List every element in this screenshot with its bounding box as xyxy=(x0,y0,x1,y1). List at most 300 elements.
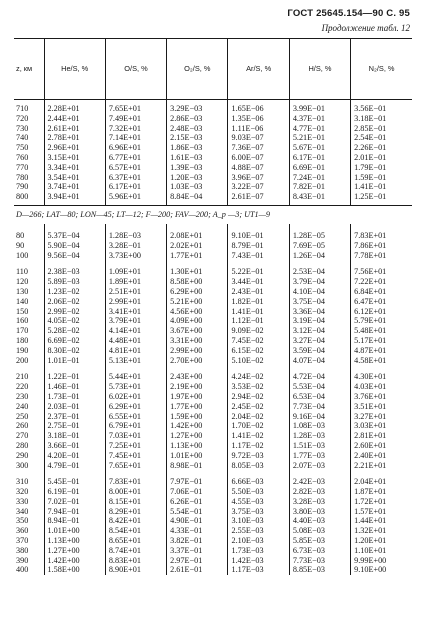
value-cell: 1.09E+01 xyxy=(105,260,166,277)
value-cell: 2.28E+01 xyxy=(44,100,105,114)
table-row xyxy=(14,173,412,183)
value-cell: 2.40E+01 xyxy=(351,451,412,461)
value-cell: 1.59E+00 xyxy=(167,412,228,422)
value-cell: 6.29E+00 xyxy=(167,287,228,297)
value-cell: 1.59E−01 xyxy=(351,173,412,183)
value-cell: 6.17E−01 xyxy=(289,153,350,163)
altitude-cell: 190 xyxy=(16,345,29,355)
value-cell: 1.28E−05 xyxy=(289,224,350,241)
value-cell: 2.99E+01 xyxy=(105,297,166,307)
value-cell: 8.65E+01 xyxy=(105,536,166,546)
value-cell: 2.86E−03 xyxy=(167,114,228,124)
value-cell: 3.44E−01 xyxy=(228,277,289,287)
value-cell: 2.54E−01 xyxy=(351,133,412,143)
value-cell: 3.28E−01 xyxy=(105,241,166,251)
value-cell: 1.27E+00 xyxy=(44,546,105,556)
table-row xyxy=(14,421,412,431)
value-cell: 7.32E+01 xyxy=(105,124,166,134)
value-cell: 6.19E−01 xyxy=(44,487,105,497)
value-cell: 1.77E+01 xyxy=(167,251,228,261)
altitude-cell: 780 xyxy=(16,172,29,182)
value-cell: 3.22E−07 xyxy=(228,182,289,192)
value-cell: 3.74E+01 xyxy=(44,182,105,192)
value-cell: 3.36E−04 xyxy=(289,307,350,317)
value-cell: 2.55E−03 xyxy=(228,526,289,536)
value-cell: 6.84E+01 xyxy=(351,287,412,297)
column-header: O₂/S, % xyxy=(167,39,228,100)
value-cell: 5.37E−04 xyxy=(44,224,105,241)
value-cell: 1.28E−03 xyxy=(105,224,166,241)
value-cell: 6.66E−03 xyxy=(228,470,289,487)
table-row xyxy=(14,556,412,566)
value-cell: 8.83E+01 xyxy=(105,556,166,566)
value-cell: 2.26E−01 xyxy=(351,143,412,153)
value-cell: 1.73E−01 xyxy=(44,392,105,402)
value-cell: 8.79E−01 xyxy=(228,241,289,251)
atmosphere-composition-table xyxy=(14,38,412,575)
value-cell: 1.58E+00 xyxy=(44,565,105,575)
table-row xyxy=(14,365,412,382)
value-cell: 1.01E+00 xyxy=(44,526,105,536)
value-cell: 4.37E−01 xyxy=(289,114,350,124)
value-cell: 7.65E+01 xyxy=(105,461,166,471)
value-cell: 1.27E+00 xyxy=(167,431,228,441)
table-row xyxy=(14,163,412,173)
value-cell: 1.13E+00 xyxy=(44,536,105,546)
value-cell: 2.94E−02 xyxy=(228,392,289,402)
value-cell: 5.17E+01 xyxy=(351,336,412,346)
value-cell: 7.83E+01 xyxy=(105,470,166,487)
value-cell: 4.55E−03 xyxy=(228,497,289,507)
value-cell: 2.97E−01 xyxy=(167,556,228,566)
altitude-cell: 350 xyxy=(16,516,29,526)
value-cell: 8.05E−03 xyxy=(228,461,289,471)
value-cell: 5.96E+01 xyxy=(105,192,166,205)
value-cell: 7.06E−01 xyxy=(167,487,228,497)
altitude-cell: 110 xyxy=(16,267,28,277)
value-cell: 3.67E+00 xyxy=(167,326,228,336)
value-cell: 1.01E−01 xyxy=(44,356,105,366)
value-cell: 1.11E−06 xyxy=(228,124,289,134)
value-cell: 7.36E−07 xyxy=(228,143,289,153)
value-cell: 2.85E−01 xyxy=(351,124,412,134)
value-cell: 9.10E−01 xyxy=(228,224,289,241)
value-cell: 3.79E+01 xyxy=(105,316,166,326)
value-cell: 2.51E+01 xyxy=(105,287,166,297)
value-cell: 8.84E−04 xyxy=(167,192,228,205)
value-cell: 1.73E−03 xyxy=(228,546,289,556)
value-cell: 4.14E+01 xyxy=(105,326,166,336)
value-cell: 1.03E−03 xyxy=(167,182,228,192)
value-cell: 7.94E−01 xyxy=(44,507,105,517)
table-row xyxy=(14,307,412,317)
value-cell: 7.73E−03 xyxy=(289,556,350,566)
value-cell: 3.41E+01 xyxy=(105,307,166,317)
value-cell: 8.43E−01 xyxy=(289,192,350,205)
value-cell: 7.69E−05 xyxy=(289,241,350,251)
value-cell: 7.24E−01 xyxy=(289,173,350,183)
altitude-cell: 150 xyxy=(16,306,29,316)
value-cell: 2.48E−03 xyxy=(167,124,228,134)
value-cell: 6.53E−04 xyxy=(289,392,350,402)
value-cell: 1.89E+01 xyxy=(105,277,166,287)
table-row xyxy=(14,277,412,287)
value-cell: 9.16E−04 xyxy=(289,412,350,422)
value-cell: 6.12E+01 xyxy=(351,307,412,317)
altitude-cell: 280 xyxy=(16,440,29,450)
table-header-row xyxy=(14,39,412,100)
value-cell: 1.77E+00 xyxy=(167,402,228,412)
value-cell: 7.43E−01 xyxy=(228,251,289,261)
value-cell: 1.86E−03 xyxy=(167,143,228,153)
value-cell: 1.39E−03 xyxy=(167,163,228,173)
value-cell: 5.45E−01 xyxy=(44,470,105,487)
value-cell: 5.44E+01 xyxy=(105,365,166,382)
value-cell: 1.13E+00 xyxy=(167,441,228,451)
value-cell: 5.79E+01 xyxy=(351,316,412,326)
value-cell: 1.87E+01 xyxy=(351,487,412,497)
value-cell: 2.19E+00 xyxy=(167,382,228,392)
value-cell: 9.10E+00 xyxy=(351,565,412,575)
value-cell: 3.75E−04 xyxy=(289,297,350,307)
value-cell: 6.73E−03 xyxy=(289,546,350,556)
table-row xyxy=(14,497,412,507)
value-cell: 8.74E+01 xyxy=(105,546,166,556)
value-cell: 3.31E+00 xyxy=(167,336,228,346)
value-cell: 5.50E−03 xyxy=(228,487,289,497)
value-cell: 9.03E−07 xyxy=(228,133,289,143)
value-cell: 2.37E−01 xyxy=(44,412,105,422)
table-row xyxy=(14,224,412,241)
value-cell: 3.80E−03 xyxy=(289,507,350,517)
table-row xyxy=(14,356,412,366)
table-continuation-label: Продолжение табл. 12 xyxy=(321,23,410,33)
value-cell: 7.73E−04 xyxy=(289,402,350,412)
value-cell: 1.12E−01 xyxy=(228,316,289,326)
value-cell: 3.03E+01 xyxy=(351,421,412,431)
table-row xyxy=(14,133,412,143)
value-cell: 4.09E+00 xyxy=(167,316,228,326)
value-cell: 3.27E+01 xyxy=(351,412,412,422)
altitude-cell: 330 xyxy=(16,496,29,506)
value-cell: 2.04E+01 xyxy=(351,470,412,487)
value-cell: 3.82E−01 xyxy=(167,536,228,546)
value-cell: 5.54E−01 xyxy=(167,507,228,517)
value-cell: 2.96E+01 xyxy=(44,143,105,153)
value-cell: 3.19E−04 xyxy=(289,316,350,326)
table-row xyxy=(14,526,412,536)
value-cell: 4.07E−04 xyxy=(289,356,350,366)
value-cell: 4.40E−03 xyxy=(289,516,350,526)
table-row xyxy=(14,297,412,307)
table-row xyxy=(14,470,412,487)
table-row xyxy=(14,487,412,497)
value-cell: 3.94E+01 xyxy=(44,192,105,205)
value-cell: 3.79E−04 xyxy=(289,277,350,287)
value-cell: 2.60E+01 xyxy=(351,441,412,451)
value-cell: 2.75E−01 xyxy=(44,421,105,431)
altitude-cell: 180 xyxy=(16,335,29,345)
value-cell: 6.69E−02 xyxy=(44,336,105,346)
value-cell: 2.61E−07 xyxy=(228,192,289,205)
value-cell: 2.21E+01 xyxy=(351,461,412,471)
value-cell: 3.27E−04 xyxy=(289,336,350,346)
value-cell: 8.98E−01 xyxy=(167,461,228,471)
parameter-label: D—266; LAT—80; LON—45; LT—12; F—200; FAV—200; A_p —3; UT1—9 xyxy=(16,210,271,220)
value-cell: 2.45E−02 xyxy=(228,402,289,412)
value-cell: 6.15E−02 xyxy=(228,346,289,356)
value-cell: 6.55E+01 xyxy=(105,412,166,422)
value-cell: 2.01E−01 xyxy=(351,153,412,163)
value-cell: 7.86E+01 xyxy=(351,241,412,251)
table-row xyxy=(14,143,412,153)
value-cell: 5.53E−04 xyxy=(289,382,350,392)
value-cell: 2.61E+01 xyxy=(44,124,105,134)
table-row xyxy=(14,182,412,192)
value-cell: 7.14E+01 xyxy=(105,133,166,143)
table-row xyxy=(14,336,412,346)
value-cell: 8.90E+01 xyxy=(105,565,166,575)
value-cell: 8.30E−02 xyxy=(44,346,105,356)
value-cell: 4.05E−02 xyxy=(44,316,105,326)
table-row xyxy=(14,507,412,517)
altitude-cell: 130 xyxy=(16,286,29,296)
value-cell: 7.49E+01 xyxy=(105,114,166,124)
column-header: N₂/S, % xyxy=(351,39,412,100)
value-cell: 2.53E−04 xyxy=(289,260,350,277)
altitude-cell: 230 xyxy=(16,391,29,401)
value-cell: 6.47E+01 xyxy=(351,297,412,307)
altitude-cell: 320 xyxy=(16,487,29,497)
value-cell: 5.21E+00 xyxy=(167,297,228,307)
value-cell: 3.54E+01 xyxy=(44,173,105,183)
value-cell: 5.10E−02 xyxy=(228,356,289,366)
altitude-cell: 770 xyxy=(16,162,29,172)
altitude-cell: 240 xyxy=(16,401,29,411)
value-cell: 5.89E−03 xyxy=(44,277,105,287)
value-cell: 2.42E−03 xyxy=(289,470,350,487)
value-cell: 2.43E−01 xyxy=(228,287,289,297)
value-cell: 3.66E−01 xyxy=(44,441,105,451)
value-cell: 2.08E+01 xyxy=(167,224,228,241)
value-cell: 2.02E+01 xyxy=(167,241,228,251)
value-cell: 1.82E−01 xyxy=(228,297,289,307)
altitude-cell: 790 xyxy=(16,182,29,192)
altitude-cell: 80 xyxy=(16,230,25,240)
value-cell: 3.37E−01 xyxy=(167,546,228,556)
table-row xyxy=(14,565,412,575)
value-cell: 8.94E−01 xyxy=(44,516,105,526)
value-cell: 3.29E−03 xyxy=(167,100,228,114)
value-cell: 1.51E−03 xyxy=(289,441,350,451)
altitude-cell: 360 xyxy=(16,526,29,536)
value-cell: 2.99E+00 xyxy=(167,346,228,356)
value-cell: 5.21E−01 xyxy=(289,133,350,143)
value-cell: 7.56E+01 xyxy=(351,260,412,277)
value-cell: 9.72E−03 xyxy=(228,451,289,461)
table-row xyxy=(14,124,412,134)
altitude-cell: 310 xyxy=(16,477,29,487)
value-cell: 5.85E−03 xyxy=(289,536,350,546)
value-cell: 1.42E+00 xyxy=(167,421,228,431)
value-cell: 4.10E−04 xyxy=(289,287,350,297)
value-cell: 1.28E−03 xyxy=(289,431,350,441)
value-cell: 3.75E−03 xyxy=(228,507,289,517)
altitude-cell: 390 xyxy=(16,555,29,565)
value-cell: 7.65E+01 xyxy=(105,100,166,114)
value-cell: 1.46E−01 xyxy=(44,382,105,392)
value-cell: 2.06E−02 xyxy=(44,297,105,307)
value-cell: 7.83E+01 xyxy=(351,224,412,241)
table-row xyxy=(14,412,412,422)
value-cell: 4.87E+01 xyxy=(351,346,412,356)
value-cell: 4.88E−07 xyxy=(228,163,289,173)
altitude-cell: 380 xyxy=(16,545,29,555)
value-cell: 2.44E+01 xyxy=(44,114,105,124)
value-cell: 6.96E+01 xyxy=(105,143,166,153)
value-cell: 4.03E+01 xyxy=(351,382,412,392)
value-cell: 6.77E+01 xyxy=(105,153,166,163)
column-header: O/S, % xyxy=(105,39,166,100)
value-cell: 7.25E+01 xyxy=(105,441,166,451)
value-cell: 1.72E+01 xyxy=(351,497,412,507)
altitude-cell: 260 xyxy=(16,421,29,431)
value-cell: 7.82E−01 xyxy=(289,182,350,192)
value-cell: 5.13E+01 xyxy=(105,356,166,366)
value-cell: 3.56E−01 xyxy=(351,100,412,114)
value-cell: 3.76E+01 xyxy=(351,392,412,402)
value-cell: 3.59E−04 xyxy=(289,346,350,356)
altitude-cell: 120 xyxy=(16,277,29,287)
value-cell: 4.72E−04 xyxy=(289,365,350,382)
altitude-cell: 800 xyxy=(14,192,44,205)
table-row xyxy=(14,402,412,412)
column-header: He/S, % xyxy=(44,39,105,100)
value-cell: 7.03E+01 xyxy=(105,431,166,441)
value-cell: 7.02E−01 xyxy=(44,497,105,507)
value-cell: 1.61E−03 xyxy=(167,153,228,163)
value-cell: 2.38E−03 xyxy=(44,260,105,277)
value-cell: 2.61E−01 xyxy=(167,565,228,575)
value-cell: 6.57E+01 xyxy=(105,163,166,173)
value-cell: 4.48E+01 xyxy=(105,336,166,346)
value-cell: 3.53E−02 xyxy=(228,382,289,392)
value-cell: 8.42E+01 xyxy=(105,516,166,526)
value-cell: 4.81E+01 xyxy=(105,346,166,356)
value-cell: 4.24E−02 xyxy=(228,365,289,382)
value-cell: 2.81E+01 xyxy=(351,431,412,441)
value-cell: 6.17E+01 xyxy=(105,182,166,192)
value-cell: 3.18E−01 xyxy=(351,114,412,124)
value-cell: 1.08E−03 xyxy=(289,421,350,431)
value-cell: 5.67E−01 xyxy=(289,143,350,153)
value-cell: 4.90E−01 xyxy=(167,516,228,526)
table-row xyxy=(14,114,412,124)
table-row xyxy=(14,516,412,526)
value-cell: 1.41E−02 xyxy=(228,431,289,441)
altitude-cell: 200 xyxy=(16,355,29,365)
value-cell: 4.20E−01 xyxy=(44,451,105,461)
value-cell: 8.85E−03 xyxy=(289,565,350,575)
table-row xyxy=(14,536,412,546)
altitude-cell: 340 xyxy=(16,506,29,516)
value-cell: 6.26E−01 xyxy=(167,497,228,507)
column-header: Ar/S, % xyxy=(228,39,289,100)
value-cell: 3.51E+01 xyxy=(351,402,412,412)
value-cell: 1.20E−03 xyxy=(167,173,228,183)
altitude-cell: 90 xyxy=(16,240,25,250)
value-cell: 5.90E−04 xyxy=(44,241,105,251)
value-cell: 6.37E+01 xyxy=(105,173,166,183)
value-cell: 3.12E−04 xyxy=(289,326,350,336)
value-cell: 1.26E−04 xyxy=(289,251,350,261)
value-cell: 1.35E−06 xyxy=(228,114,289,124)
value-cell: 7.22E+01 xyxy=(351,277,412,287)
value-cell: 8.15E+01 xyxy=(105,497,166,507)
value-cell: 1.10E+01 xyxy=(351,546,412,556)
value-cell: 8.00E+01 xyxy=(105,487,166,497)
value-cell: 5.73E+01 xyxy=(105,382,166,392)
value-cell: 7.97E−01 xyxy=(167,470,228,487)
table-row xyxy=(14,153,412,163)
value-cell: 5.48E+01 xyxy=(351,326,412,336)
value-cell: 2.99E−02 xyxy=(44,307,105,317)
value-cell: 1.97E+00 xyxy=(167,392,228,402)
altitude-cell: 740 xyxy=(16,133,29,143)
table-row xyxy=(14,431,412,441)
table-row xyxy=(14,192,412,205)
value-cell: 1.23E−02 xyxy=(44,287,105,297)
value-cell: 1.01E+00 xyxy=(167,451,228,461)
value-cell: 1.42E−03 xyxy=(228,556,289,566)
altitude-cell: 290 xyxy=(16,450,29,460)
value-cell: 3.28E−03 xyxy=(289,497,350,507)
value-cell: 2.70E+00 xyxy=(167,356,228,366)
value-cell: 1.44E+01 xyxy=(351,516,412,526)
altitude-cell: 760 xyxy=(16,152,29,162)
table-row xyxy=(14,241,412,251)
value-cell: 1.20E+01 xyxy=(351,536,412,546)
altitude-cell: 270 xyxy=(16,431,29,441)
column-header: H/S, % xyxy=(289,39,350,100)
value-cell: 3.73E+00 xyxy=(105,251,166,261)
value-cell: 5.08E−03 xyxy=(289,526,350,536)
value-cell: 1.41E−01 xyxy=(228,307,289,317)
table-row xyxy=(14,546,412,556)
value-cell: 1.42E+00 xyxy=(44,556,105,566)
value-cell: 4.33E−01 xyxy=(167,526,228,536)
value-cell: 8.58E+00 xyxy=(167,277,228,287)
value-cell: 9.09E−02 xyxy=(228,326,289,336)
altitude-cell: 730 xyxy=(16,123,29,133)
value-cell: 1.77E−03 xyxy=(289,451,350,461)
table-row xyxy=(14,260,412,277)
value-cell: 2.04E−02 xyxy=(228,412,289,422)
value-cell: 1.22E−01 xyxy=(44,365,105,382)
value-cell: 1.30E+01 xyxy=(167,260,228,277)
table-row xyxy=(14,392,412,402)
altitude-cell: 400 xyxy=(16,565,29,575)
value-cell: 2.15E−03 xyxy=(167,133,228,143)
altitude-cell: 100 xyxy=(16,250,29,260)
value-cell: 2.10E−03 xyxy=(228,536,289,546)
table-row xyxy=(14,382,412,392)
value-cell: 4.58E+01 xyxy=(351,356,412,366)
value-cell: 4.79E−01 xyxy=(44,461,105,471)
value-cell: 6.69E−01 xyxy=(289,163,350,173)
table-row xyxy=(14,451,412,461)
value-cell: 7.78E+01 xyxy=(351,251,412,261)
